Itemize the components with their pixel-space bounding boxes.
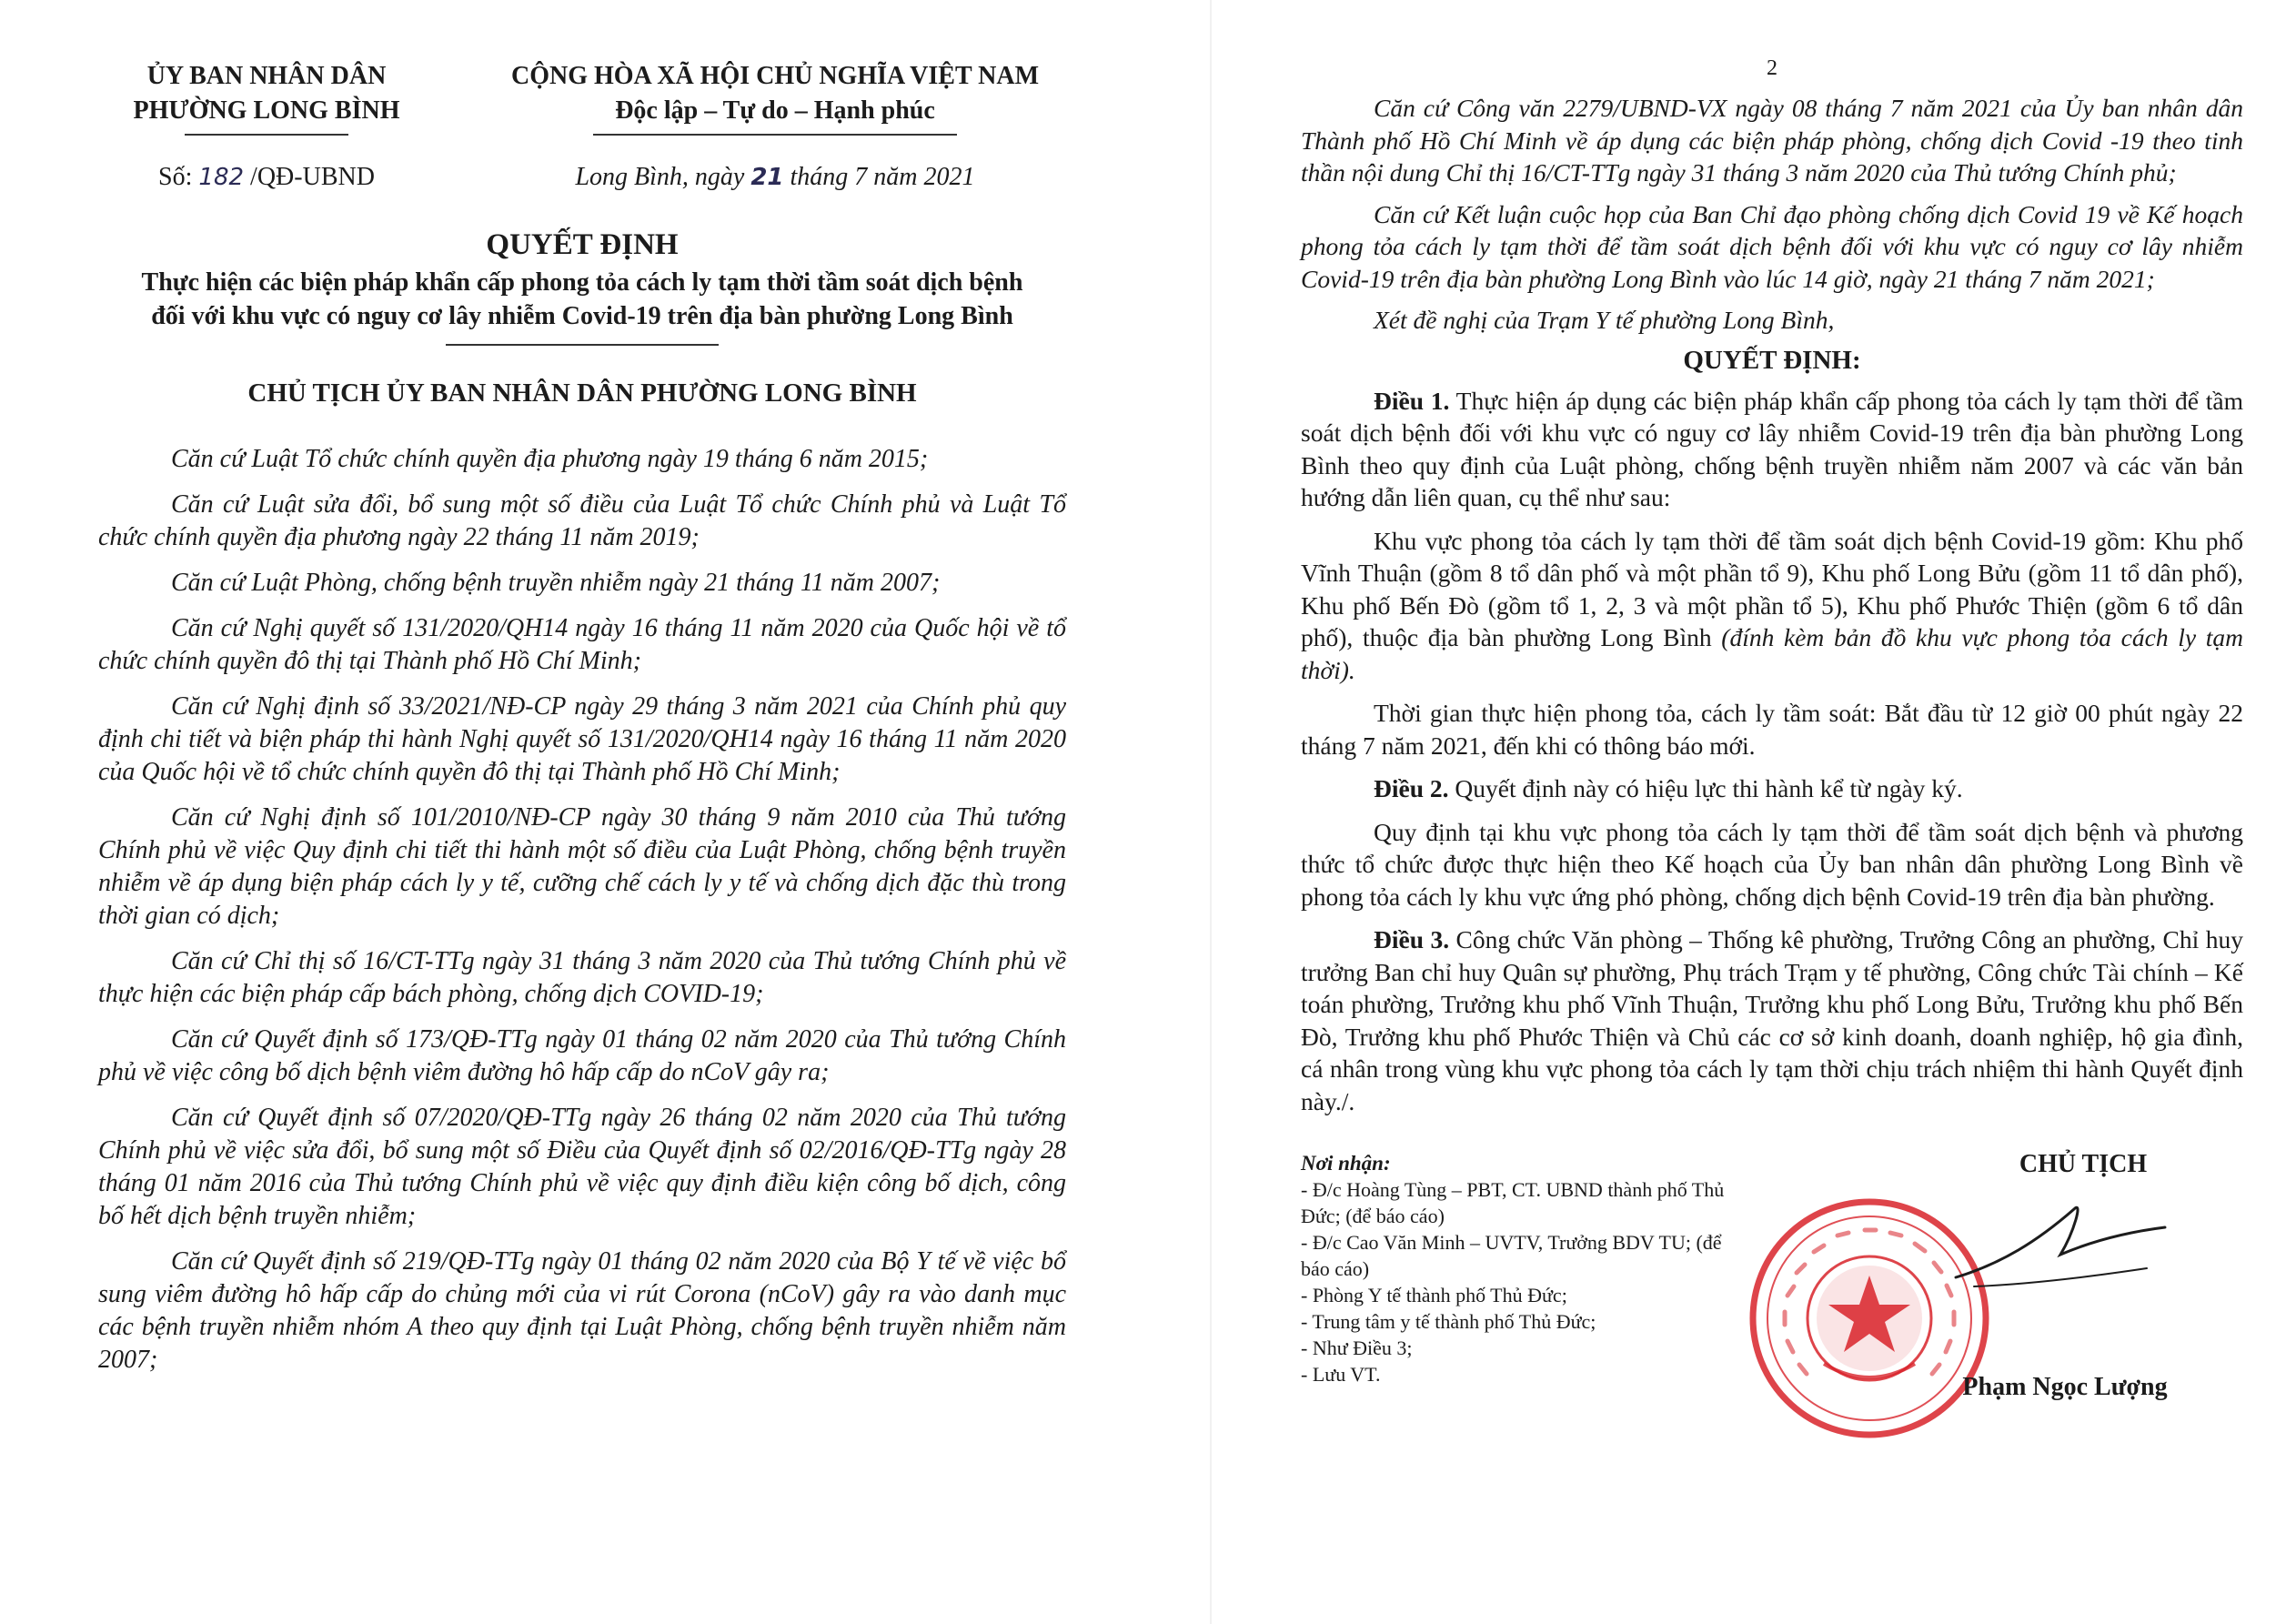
page-2 bbox=[1260, 0, 2296, 1624]
legal-basis-item: Căn cứ Nghị định số 101/2010/NĐ-CP ngày 30 tháng 9 năm 2010 của Thủ tướng Chính phủ về việc Quy định chi tiết thi hành một số điều của Luật Phòng, chống bệnh truyền nhiễm về áp dụng biện pháp cách ly y tế, cưỡng chế cách ly y tế và chống dịch đặc thù trong thời gian có dịch; bbox=[98, 803, 1066, 930]
issue-date: Long Bình, ngày 21 tháng 7 năm 2021 bbox=[575, 163, 975, 191]
motto-underline bbox=[593, 134, 957, 136]
issuing-authority bbox=[98, 59, 435, 192]
map-attachment-note: (đính kèm bản đồ khu vực phong tỏa cách ly tạm thời). bbox=[1301, 623, 2243, 684]
legal-basis-item: Căn cứ Nghị quyết số 131/2020/QH14 ngày 16 tháng 11 năm 2020 của Quốc hội về tổ chức chính quyền đô thị tại Thành phố Hồ Chí Minh; bbox=[98, 614, 1066, 675]
article-3: Điều 3. Công chức Văn phòng – Thống kê phường, Trưởng Công an phường, Chỉ huy trưởng Ban chỉ huy Quân sự phường, Phụ trách Trạm y tế phường, Công chức Tài chính – Kế toán phường, Trưởng khu phố Vĩnh Thuận, Trưởng khu phố Long Bửu, Trưởng khu phố Bến Đò, Trưởng khu phố Phước Thiện và Chủ các cơ sở kinh doanh, doanh nghiệp, hộ gia đình, cá nhân trong vùng khu vực phong tỏa cách ly tạm thời chịu trách nhiệm thi hành Quyết định này./. bbox=[1301, 925, 2243, 1115]
signer-title: CHỦ TỊCH bbox=[2019, 1150, 2148, 1178]
legal-basis-item: Căn cứ Kết luận cuộc họp của Ban Chỉ đạo phòng chống dịch Covid 19 về Kế hoạch phong tỏa cách ly tạm thời để tầm soát dịch bệnh đối với khu vực có nguy cơ lây nhiễm Covid-19 trên địa bàn phường Long Bình vào lúc 14 giờ, ngày 21 tháng 7 năm 2021; bbox=[1301, 199, 2243, 293]
national-motto: Độc lập – Tự do – Hạnh phúc bbox=[615, 96, 935, 125]
article-2-label: Điều 2. bbox=[1374, 774, 1449, 802]
subject-underline bbox=[446, 344, 719, 346]
legal-basis-item: Căn cứ Luật Tổ chức chính quyền địa phương ngày 19 tháng 6 năm 2015; bbox=[171, 445, 929, 473]
recipients-title: Nơi nhận: bbox=[1301, 1152, 1391, 1175]
signer-name: Phạm Ngọc Lượng bbox=[1962, 1373, 2168, 1401]
legal-basis-continued bbox=[1301, 92, 2243, 337]
document-type: QUYẾT ĐỊNH bbox=[486, 228, 679, 261]
recipient-item: - Đ/c Cao Văn Minh – UVTV, Trưởng BDV TU; (để báo cáo) bbox=[1301, 1231, 1722, 1280]
recipient-item: - Như Điều 3; bbox=[1301, 1337, 1413, 1359]
legal-basis-item: Căn cứ Luật sửa đổi, bổ sung một số điều của Luật Tổ chức Chính phủ và Luật Tổ chức chính quyền địa phương ngày 22 tháng 11 năm 2019; bbox=[98, 490, 1066, 551]
signer-title-box bbox=[1892, 1150, 2274, 1179]
authority-line-2: PHƯỜNG LONG BÌNH bbox=[133, 96, 400, 125]
handwritten-number: 182 bbox=[198, 164, 245, 191]
country-name: CỘNG HÒA XÃ HỘI CHỦ NGHĨA VIỆT NAM bbox=[510, 62, 1040, 90]
recipients-list bbox=[1301, 1150, 1747, 1387]
article-1-area: Khu vực phong tỏa cách ly tạm thời để tầm soát dịch bệnh Covid-19 gồm: Khu phố Vĩnh Thuận (gồm 8 tổ dân phố và một phần tổ 9), Khu phố Long Bửu (gồm 11 tổ dân phố), Khu phố Bến Đò (gồm tổ 1, 2, 3 và một phần tổ 5), Khu phố Phước Thiện (gồm 6 tổ dân phố), thuộc địa bàn phường Long Bình (đính kèm bản đồ khu vực phong tỏa cách ly tạm thời). bbox=[1301, 526, 2243, 684]
article-2: Điều 2. Quyết định này có hiệu lực thi hành kể từ ngày ký. bbox=[1374, 774, 1963, 802]
issuer-heading: CHỦ TỊCH ỦY BAN NHÂN DÂN PHƯỜNG LONG BÌNH bbox=[247, 378, 917, 408]
recipient-item: - Phòng Y tế thành phố Thủ Đức; bbox=[1301, 1284, 1567, 1306]
handwritten-day: 21 bbox=[750, 164, 784, 191]
document-number: Số: 182 /QĐ-UBND bbox=[158, 163, 375, 191]
article-2-detail: Quy định tại khu vực phong tỏa cách ly tạm thời để tầm soát dịch bệnh và phương thức tổ chức được thực hiện theo Kế hoạch của Ủy ban nhân dân phường Long Bình về phong tỏa cách ly khu vực ứng phó phòng, chống dịch bệnh Covid-19 trên địa bàn phường. bbox=[1301, 817, 2243, 911]
document-subject: Thực hiện các biện pháp khẩn cấp phong tỏa cách ly tạm thời tầm soát dịch bệnh đối với khu vực có nguy cơ lây nhiễm Covid-19 trên địa bàn phường Long Bình bbox=[141, 268, 1023, 330]
recipient-item: - Lưu VT. bbox=[1301, 1363, 1381, 1386]
proposal-note: Xét đề nghị của Trạm Y tế phường Long Bình, bbox=[1374, 306, 1835, 334]
recipient-item: - Đ/c Hoàng Tùng – PBT, CT. UBND thành phố Thủ Đức; (để báo cáo) bbox=[1301, 1178, 1725, 1227]
national-heading bbox=[484, 59, 1066, 192]
article-1-time: Thời gian thực hiện phong tỏa, cách ly tầm soát: Bắt đầu từ 12 giờ 00 phút ngày 22 tháng 7 năm 2021, đến khi có thông báo mới. bbox=[1301, 699, 2243, 760]
authority-underline bbox=[185, 134, 348, 136]
page-gap bbox=[1210, 0, 1212, 1624]
page-number: 2 bbox=[1767, 56, 1777, 80]
article-1: Điều 1. Thực hiện áp dụng các biện pháp khẩn cấp phong tỏa cách ly tạm thời để tầm soát dịch bệnh đối với khu vực có nguy cơ lây nhiễm Covid-19 trên địa bàn phường Long Bình theo quy định của Luật phòng, chống bệnh truyền nhiễm năm 2007 và các văn bản hướng dẫn liên quan, cụ thể như sau: bbox=[1301, 386, 2243, 511]
article-1-label: Điều 1. bbox=[1374, 386, 1450, 415]
decision-heading: QUYẾT ĐỊNH: bbox=[1683, 345, 1861, 375]
authority-line-1: ỦY BAN NHÂN DÂN bbox=[146, 62, 387, 90]
document-header bbox=[98, 59, 1066, 192]
legal-basis-item: Căn cứ Luật Phòng, chống bệnh truyền nhiễm ngày 21 tháng 11 năm 2007; bbox=[171, 569, 941, 597]
decision-articles bbox=[1301, 385, 2243, 1118]
signature-block bbox=[1301, 1150, 2243, 1450]
legal-basis-item: Căn cứ Quyết định số 07/2020/QĐ-TTg ngày 26 tháng 02 năm 2020 của Thủ tướng Chính phủ về việc sửa đổi, bổ sung một số Điều của Quyết định số 02/2016/QĐ-TTg ngày 28 tháng 01 năm 2016 của Thủ tướng Chính phủ về việc quy định điều kiện công bố dịch, công bố hết dịch bệnh truyền nhiễm; bbox=[98, 1104, 1066, 1230]
handwritten-signature-icon bbox=[1938, 1177, 2174, 1305]
legal-basis-item: Căn cứ Quyết định số 219/QĐ-TTg ngày 01 tháng 02 năm 2020 của Bộ Y tế về việc bổ sung viêm đường hô hấp cấp do chủng mới của vi rút Corona (nCoV) gây ra vào danh mục các bệnh truyền nhiễm nhóm A theo quy định tại Luật Phòng, chống bệnh truyền nhiễm năm 2007; bbox=[98, 1247, 1066, 1374]
legal-basis-item: Căn cứ Quyết định số 173/QĐ-TTg ngày 01 tháng 02 năm 2020 của Thủ tướng Chính phủ về việc công bố dịch bệnh viêm đường hô hấp cấp do nCoV gây ra; bbox=[98, 1025, 1066, 1086]
legal-basis-item: Căn cứ Nghị định số 33/2021/NĐ-CP ngày 29 tháng 3 năm 2021 của Chính phủ quy định chi tiết và biện pháp thi hành Nghị quyết số 131/2020/QH14 ngày 16 tháng 11 năm 2020 của Quốc hội về tổ chức chính quyền đô thị tại Thành phố Hồ Chí Minh; bbox=[98, 692, 1066, 786]
legal-basis-item: Căn cứ Công văn 2279/UBND-VX ngày 08 tháng 7 năm 2021 của Ủy ban nhân dân Thành phố Hồ Chí Minh về áp dụng các biện pháp phòng, chống dịch Covid -19 theo tinh thần nội dung Chỉ thị 16/CT-TTg ngày 31 tháng 3 năm 2020 của Thủ tướng Chính phủ; bbox=[1301, 94, 2243, 187]
legal-basis-list bbox=[98, 443, 1066, 1377]
legal-basis-item: Căn cứ Chỉ thị số 16/CT-TTg ngày 31 tháng 3 năm 2020 của Thủ tướng Chính phủ về thực hiện các biện pháp cấp bách phòng, chống dịch COVID-19; bbox=[98, 947, 1066, 1008]
article-3-label: Điều 3. bbox=[1374, 925, 1450, 953]
recipient-item: - Trung tâm y tế thành phố Thủ Đức; bbox=[1301, 1310, 1596, 1333]
